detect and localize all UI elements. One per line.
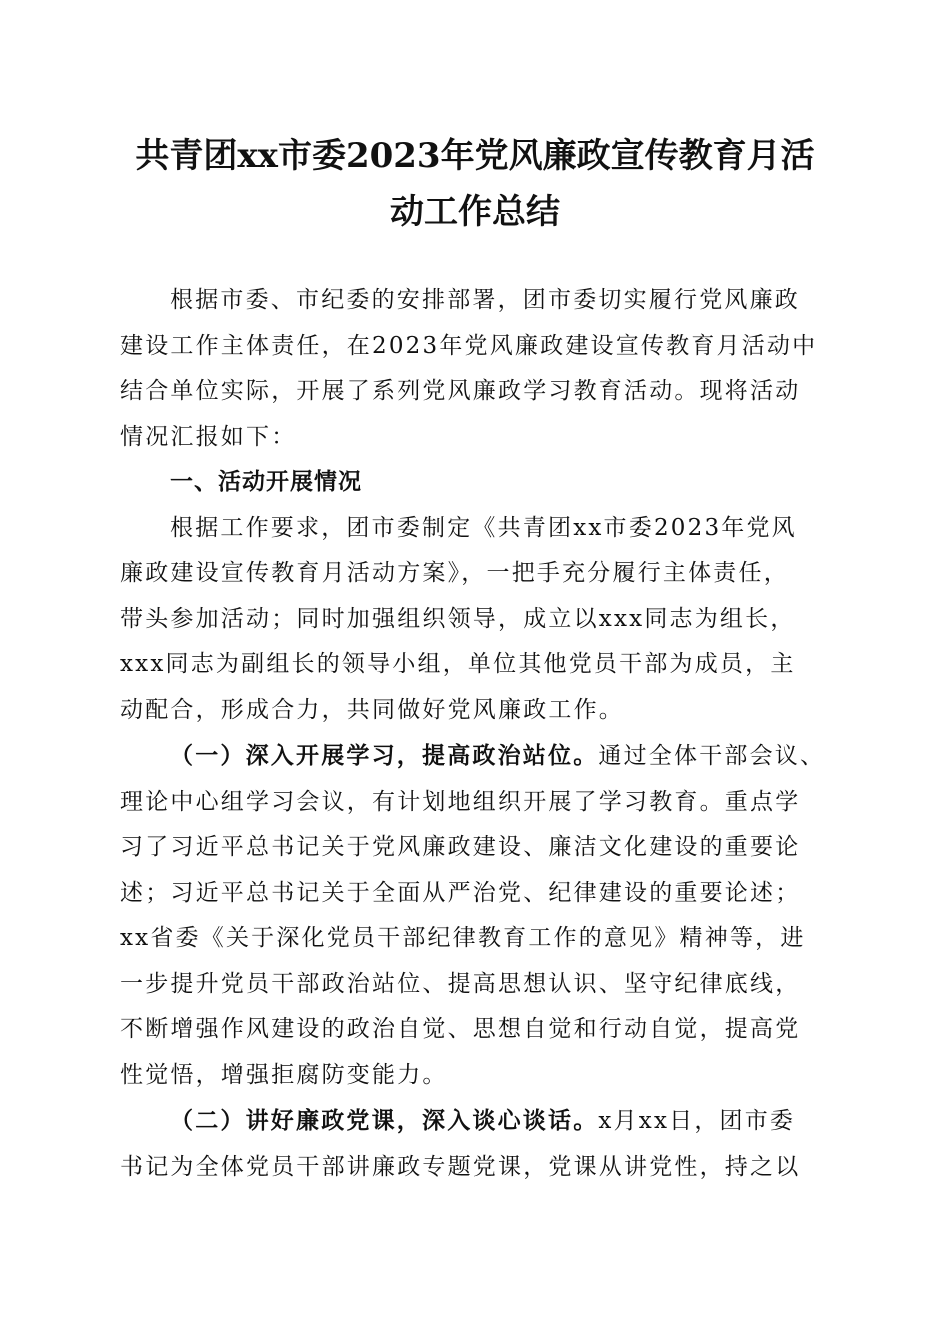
section-heading	[120, 460, 832, 506]
title-line: 共青团xx市委2023年党风廉政宣传教育月活	[135, 136, 815, 176]
text-line: 根据工作要求，团市委制定《共青团xx市委2023年党风	[170, 514, 797, 541]
subsection2-paragraph	[120, 1098, 832, 1190]
text-line: 根据市委、市纪委的安排部署，团市委切实履行党风廉政	[170, 287, 800, 313]
intro-paragraph	[120, 278, 832, 460]
text-line: 建设工作主体责任，在2023年党风廉政建设宣传教育月活动中	[120, 332, 818, 359]
text-line: xxx同志为副组长的领导小组，单位其他党员干部为成员，主	[120, 651, 796, 677]
text-line: 述；习近平总书记关于全面从严治党、纪律建设的重要论述；	[120, 879, 801, 906]
text-line: 一步提升党员干部政治站位、提高思想认识、坚守纪律底线，	[120, 970, 801, 997]
document-body	[120, 278, 832, 1190]
text-line: xx省委《关于深化党员干部纪律教育工作的意见》精神等，进	[120, 925, 806, 951]
document-title	[110, 128, 840, 240]
text-line: 书记为全体党员干部讲廉政专题党课，党课从讲党性，持之以	[120, 1153, 801, 1180]
subsection2-heading: （二）讲好廉政党课，深入谈心谈话。	[170, 1107, 599, 1134]
text-line: 动配合，形成合力，共同做好党风廉政工作。	[120, 696, 624, 723]
text-line: 结合单位实际，开展了系列党风廉政学习教育活动。现将活动	[120, 378, 801, 404]
text-line	[120, 733, 832, 780]
subsection1-lead-text: 通过全体干部会议、	[598, 743, 826, 769]
subsection2-lead-text: x月xx日，团市委	[598, 1108, 796, 1134]
text-line: 理论中心组学习会议，有计划地组织开展了学习教育。重点学	[120, 788, 801, 815]
text-line: 不断增强作风建设的政治自觉、思想自觉和行动自觉，提高党	[120, 1016, 801, 1042]
title-line: 动工作总结	[390, 192, 560, 232]
text-line: 廉政建设宣传教育月活动方案》，一把手充分履行主体责任，	[120, 560, 789, 586]
section1-paragraph	[120, 506, 832, 734]
text-line: 带头参加活动；同时加强组织领导，成立以xxx同志为组长，	[120, 605, 796, 632]
text-line: 习了习近平总书记关于党风廉政建设、廉洁文化建设的重要论	[120, 834, 801, 860]
subsection1-paragraph	[120, 733, 832, 1098]
text-line	[120, 1098, 832, 1145]
subsection1-heading: （一）深入开展学习，提高政治站位。	[170, 742, 599, 769]
section-heading-text: 一、活动开展情况	[170, 469, 362, 495]
text-line: 情况汇报如下：	[120, 423, 297, 450]
text-line: 性觉悟，增强拒腐防变能力。	[120, 1061, 448, 1088]
